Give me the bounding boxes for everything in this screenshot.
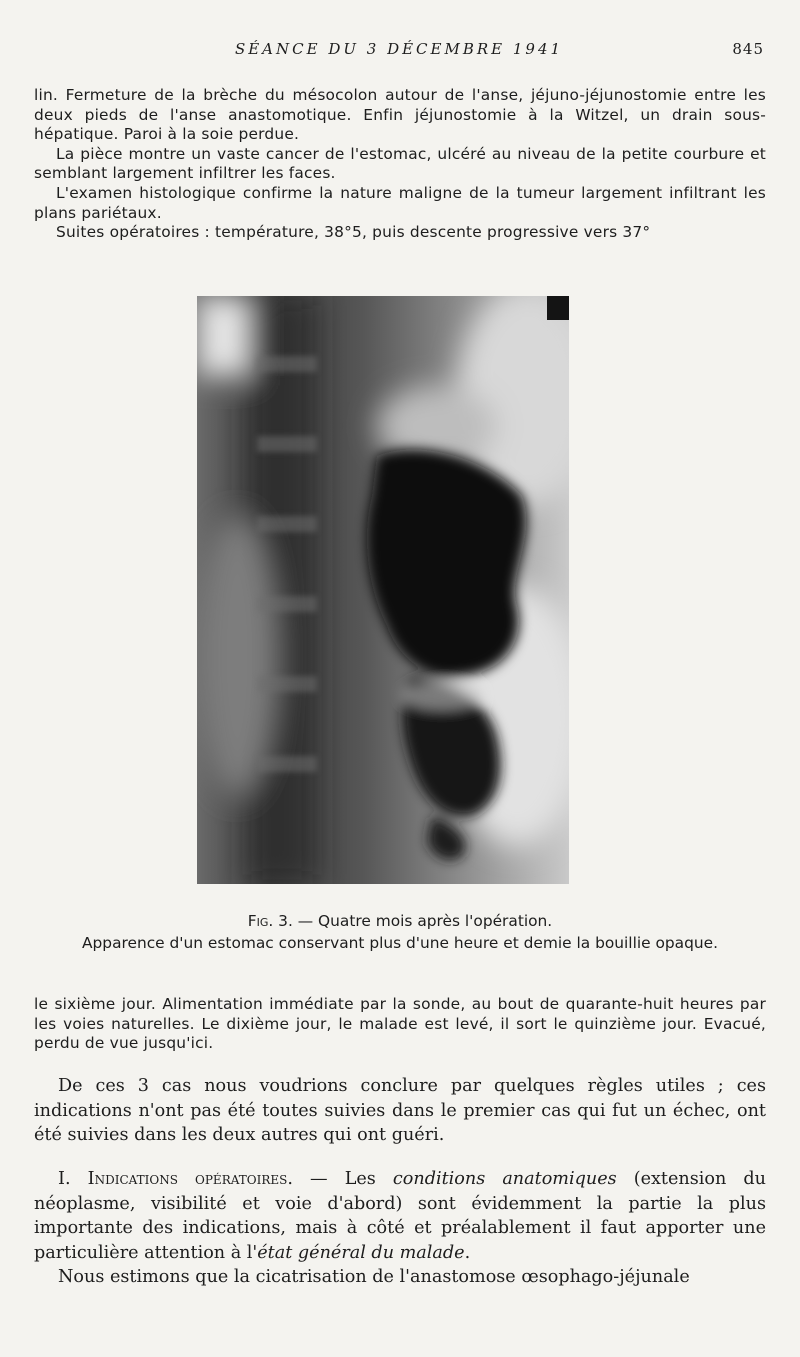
conclusion-section <box>34 1074 766 1148</box>
caption-line: Apparence d'un estomac conservant plus d'une heure et demie la bouillie opaque. <box>82 934 718 952</box>
emphasis: conditions anatomiques <box>392 1169 617 1189</box>
paragraph <box>34 1167 766 1265</box>
section-heading: I. Indications opératoires. <box>58 1169 293 1189</box>
text-run: — Les <box>292 1169 393 1189</box>
text-run: . <box>464 1242 471 1263</box>
radiograph-figure <box>197 296 569 884</box>
paragraph: le sixième jour. Alimentation immédiate par la sonde, au bout de quarante-huit heures par les voies naturelles. Le dixième jour, le malade est levé, il sort le quinzième jour. Evacué, perdu de vue jusqu'ici. <box>34 995 766 1053</box>
case-report-text <box>34 86 766 243</box>
text-run: (extension du néoplasme, visibilité et voie d'abord) sont évidemment la partie la plus importante des indications, mais à côté et préalablement il faut apporter une particulière attention à l' <box>34 1169 766 1263</box>
emphasis: état général du malade <box>257 1242 465 1263</box>
page-number: 845 <box>732 40 764 58</box>
paragraph: Nous estimons que la cicatrisation de l'anastomose œsophago-jéjunale <box>58 1267 690 1287</box>
caption-line <box>34 910 766 932</box>
indications-section <box>34 1167 766 1290</box>
case-report-continuation <box>34 995 766 1054</box>
figure-label: Fig. 3. <box>247 912 293 930</box>
figure-caption <box>34 910 766 954</box>
running-title: SÉANCE DU 3 DÉCEMBRE 1941 <box>234 40 564 58</box>
paragraph: lin. Fermeture de la brèche du mésocolon autour de l'anse, jéjuno-jéjunostomie entre les deux pieds de l'anse anastomotique. Enfin jéjunostomie à la Witzel, un drain sous-hépatique. Paroi à la soie perdue. <box>34 86 766 144</box>
paragraph: De ces 3 cas nous voudrions conclure par quelques règles utiles ; ces indications n'ont pas été toutes suivies dans le premier cas qui fut un échec, ont été suivies dans les deux autres qui ont guéri. <box>34 1076 766 1145</box>
paragraph: La pièce montre un vaste cancer de l'estomac, ulcéré au niveau de la petite courbure et semblant largement infiltrer les faces. <box>34 144 766 183</box>
radiograph-image <box>197 296 569 884</box>
paragraph: L'examen histologique confirme la nature maligne de la tumeur largement infiltrant les plans pariétaux. <box>34 183 766 222</box>
caption-text: — Quatre mois après l'opération. <box>292 912 553 930</box>
running-header <box>34 40 764 60</box>
paragraph: Suites opératoires : température, 38°5, puis descente progressive vers 37° <box>56 223 651 242</box>
